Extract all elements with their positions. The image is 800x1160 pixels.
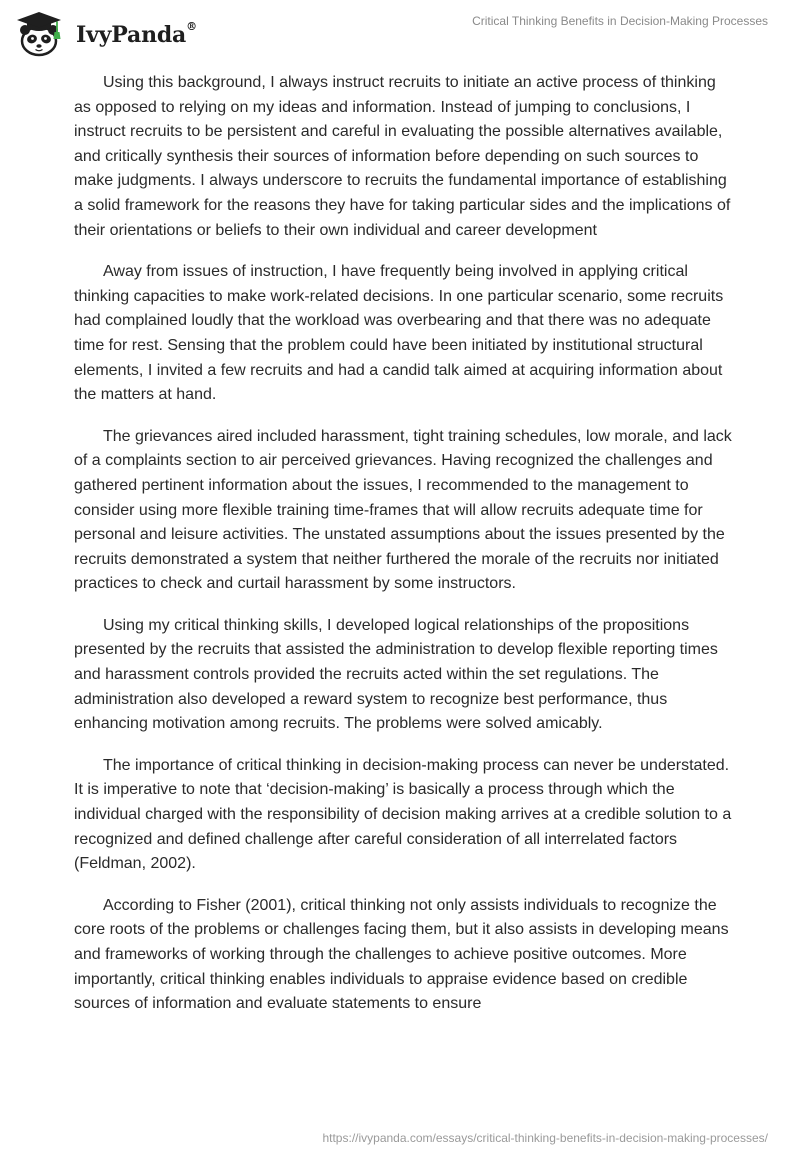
paragraph-6: According to Fisher (2001), critical thinking not only assists individuals to recognize the core roots of the problems or challenges facing them, but it also assists in developing means and frameworks of working through the challenges to achieve positive outcomes. More importantly, critical thinking enables individuals to appraise evidence based on credible sources of information and evaluate statements to ensure — [74, 896, 729, 1013]
essay-body — [74, 71, 734, 1034]
paragraph-3: The grievances aired included harassment, tight training schedules, low morale, and lack of a complaints section to air perceived grievances. Having recognized the challenges and gathered pertinent information about the issues, I recommended to the management to consider using more flexible training time-frames that will allow recruits adequate time for personal and leisure activities. The unstated assumptions about the issues presented by the recruits demonstrated a system that neither furthered the morale of the recruits nor initiated practices to check and curtail harassment by some instructors. — [74, 427, 732, 593]
paragraph-2: Away from issues of instruction, I have frequently being involved in applying critical thinking capacities to make work-related decisions. In one particular scenario, some recruits had complained loudly that the workload was overbearing and that there was no adequate time for rest. Sensing that the problem could have been initiated by institutional structural elements, I invited a few recruits and had a candid talk aimed at acquiring information about the matters at hand. — [74, 263, 724, 404]
ivypanda-logo[interactable] — [14, 8, 197, 58]
source-url-link[interactable]: https://ivypanda.com/essays/critical-thinking-benefits-in-decision-making-processes/ — [322, 1131, 768, 1145]
paragraph-4: Using my critical thinking skills, I developed logical relationships of the propositions presented by the recruits that assisted the administration to develop flexible reporting times and harassment controls provided the recruits acted within the set regulations. The administration also developed a reward system to recognize best performance, thus enhancing motivation among recruits. The problems were solved amicably. — [74, 616, 718, 733]
panda-graduation-cap-icon — [14, 8, 72, 58]
paragraph-1: Using this background, I always instruct recruits to initiate an active process of thinking as opposed to relying on my ideas and information. Instead of jumping to conclusions, I instruct recruits to be persistent and careful in evaluating the possible alternatives available, and critically synthesis their sources of information before depending on such sources to make judgments. I always underscore to recruits the fundamental importance of establishing a solid framework for the reasons they have for taking particular sides and the implications of their orientations or beliefs to their own individual and career development — [74, 74, 731, 239]
document-title: Critical Thinking Benefits in Decision-Making Processes — [472, 14, 768, 28]
registered-mark: ® — [186, 20, 197, 33]
brand-name — [76, 22, 197, 48]
paragraph-5: The importance of critical thinking in decision-making process can never be understated. It is imperative to note that ‘decision-making’ is basically a process through which the individual charged with the responsibility of decision making arrives at a credible solution to a recognized and defined challenge after careful consideration of all interrelated factors (Feldman, 2002). — [74, 756, 732, 873]
brand-text: IvyPanda — [76, 22, 187, 48]
